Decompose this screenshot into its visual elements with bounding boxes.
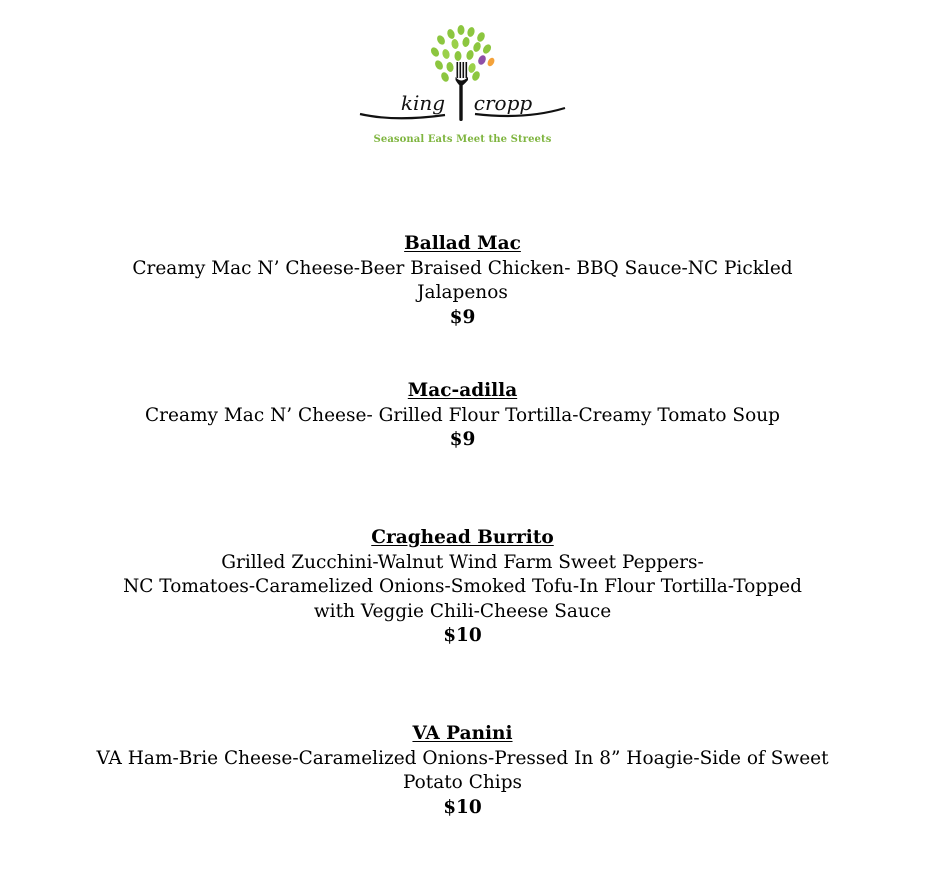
menu-item-description-line: Creamy Mac N’ Cheese-Beer Braised Chicken- BBQ Sauce-NC Pickled [132, 257, 793, 279]
menu-item-va-panini [0, 722, 925, 820]
menu-item-description-line: Potato Chips [402, 772, 523, 793]
menu-item-description-line: NC Tomatoes-Caramelized Onions-Smoked Tofu-In Flour Tortilla-Topped [123, 576, 802, 597]
logo-tagline: Seasonal Eats Meet the Streets [373, 134, 552, 145]
menu-item-name: Ballad Mac [404, 233, 521, 254]
menu-item-price: $10 [443, 796, 482, 818]
menu-item-price: $9 [449, 306, 476, 328]
menu-item-name: Mac-adilla [407, 380, 518, 401]
menu-item-price: $10 [443, 625, 482, 646]
menu-item-mac-adilla [0, 379, 925, 453]
menu-item-ballad-mac [0, 232, 925, 330]
king-cropp-logo [355, 22, 570, 152]
menu-item-description-line: with Veggie Chili-Cheese Sauce [313, 600, 612, 622]
menu-item-name: VA Panini [412, 723, 513, 744]
menu-item-price: $9 [449, 429, 476, 450]
fork-icon [456, 62, 469, 121]
tree-fork-logo-graphic [355, 22, 570, 132]
menu-item-description-line: Creamy Mac N’ Cheese- Grilled Flour Tortilla-Creamy Tomato Soup [145, 404, 780, 426]
brand-text-left: king [400, 91, 446, 115]
menu-item-description-line: VA Ham-Brie Cheese-Caramelized Onions-Pressed In 8” Hoagie-Side of Sweet [96, 747, 829, 769]
menu-item-description-line: Grilled Zucchini-Walnut Wind Farm Sweet Peppers- [221, 551, 704, 573]
menu-item-craghead-burrito [0, 526, 925, 649]
menu-item-description-line: Jalapenos [417, 282, 508, 303]
brand-text-right: cropp [473, 91, 533, 115]
menu-item-name: Craghead Burrito [371, 527, 554, 548]
